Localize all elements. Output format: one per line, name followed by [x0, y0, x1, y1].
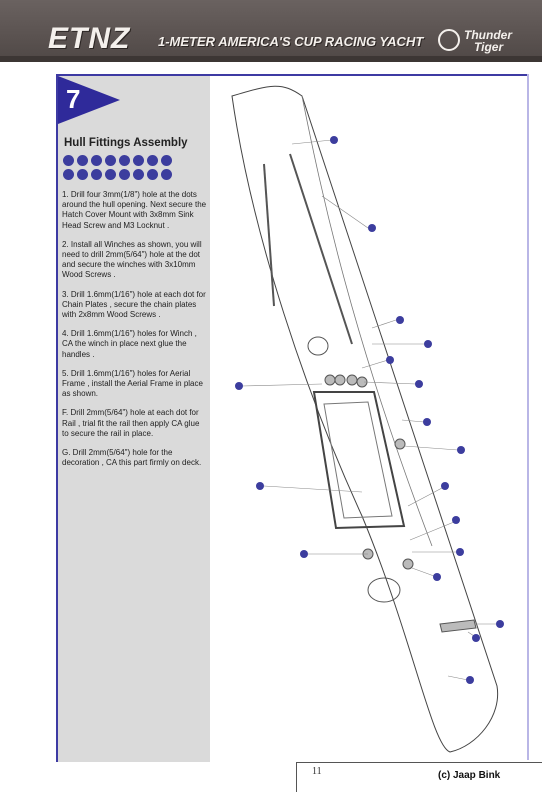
part-number-badge [63, 169, 74, 180]
callout-badge [386, 356, 394, 364]
part-number-badge [119, 155, 130, 166]
winch [335, 375, 345, 385]
step-number: 7 [66, 84, 81, 114]
step-title: Hull Fittings Assembly [64, 137, 188, 149]
part-number-badge [91, 155, 102, 166]
credit-text: (c) Jaap Bink [438, 770, 501, 781]
part-number-badge [63, 155, 74, 166]
callout-badge [456, 548, 464, 556]
deck-line [302, 96, 432, 546]
winch [325, 375, 335, 385]
footer-rule [296, 762, 542, 763]
instruction-list [62, 190, 208, 477]
callout-badge [424, 340, 432, 348]
header-stripe [0, 56, 542, 62]
part-number-badge [105, 155, 116, 166]
callout-badge [466, 676, 474, 684]
part-number-badge [91, 169, 102, 180]
part-number-badge [133, 155, 144, 166]
winch [347, 375, 357, 385]
part-number-badge [77, 155, 88, 166]
part-number-badge [161, 155, 172, 166]
winch [395, 439, 405, 449]
callout-badge [423, 418, 431, 426]
logo-line-2: Tiger [474, 40, 504, 54]
instruction-step: 4. Drill 1.6mm(1/16") holes for Winch , CA the winch in place next glue the handles . [62, 329, 197, 359]
instruction-step: F. Drill 2mm(5/64") hole at each dot for Rail , trial fit the rail then apply CA glue to secure the rail in place. [62, 408, 200, 438]
parts-list [63, 155, 207, 183]
callout-badge [472, 634, 480, 642]
instruction-step: 1. Drill four 3mm(1/8") hole at the dots around the hull opening. Next secure the Hatch Cover Mount with 3x8mm Sink Head Screw and M3 Locknut . [62, 190, 207, 230]
footer-divider [296, 762, 297, 792]
instruction-step: G. Drill 2mm(5/64") hole for the decoration , CA this part firmly on deck. [62, 448, 202, 468]
hull-assembly-drawing [212, 76, 526, 760]
part-number-badge [147, 169, 158, 180]
part-number-badge [161, 169, 172, 180]
instruction-step: 2. Install all Winches as shown, you will need to drill 2mm(5/64") hole at the dot and secure the winches with 3x10mm Wood Screws . [62, 239, 202, 280]
logo-mark-icon [438, 29, 460, 51]
callout-badge [415, 380, 423, 388]
instruction-step: 5. Drill 1.6mm(1/16") holes for Aerial Frame , install the Aerial Frame in place as shown. [62, 368, 203, 399]
winch [308, 337, 328, 355]
rail-left [264, 164, 274, 306]
callout-badge [452, 516, 460, 524]
frame-right-line [527, 74, 529, 760]
callout-badge [457, 446, 465, 454]
callout-badge [368, 224, 376, 232]
hull-outline [232, 86, 498, 752]
part-number-badge [77, 169, 88, 180]
rail-right [290, 154, 352, 344]
parts-row [63, 169, 207, 180]
logo-line-1: Thunder [464, 28, 512, 42]
header-banner [0, 0, 542, 62]
brand-subtitle: 1-METER AMERICA'S CUP RACING YACHT [158, 34, 424, 49]
callout-badge [396, 316, 404, 324]
brand-title: ETNZ [48, 22, 131, 55]
aerial-frame [440, 620, 476, 632]
callout-badge [496, 620, 504, 628]
part-number-badge [133, 169, 144, 180]
callout-badge [330, 136, 338, 144]
callout-badge [433, 573, 441, 581]
deck-decoration [368, 578, 400, 602]
part-number-badge [105, 169, 116, 180]
part-number-badge [147, 155, 158, 166]
callout-badge [235, 382, 243, 390]
part-number-badge [119, 169, 130, 180]
page-number: 11 [312, 766, 322, 777]
winch [403, 559, 413, 569]
callout-badge [300, 550, 308, 558]
callout-badge [256, 482, 264, 490]
hatch-opening [324, 402, 392, 518]
instruction-step: 3. Drill 1.6mm(1/16") hole at each dot for Chain Plates , secure the chain plates with 2x8mm Wood Screws . [62, 289, 206, 320]
thunder-tiger-logo [438, 27, 534, 55]
parts-row [63, 155, 207, 166]
callout-badge [441, 482, 449, 490]
